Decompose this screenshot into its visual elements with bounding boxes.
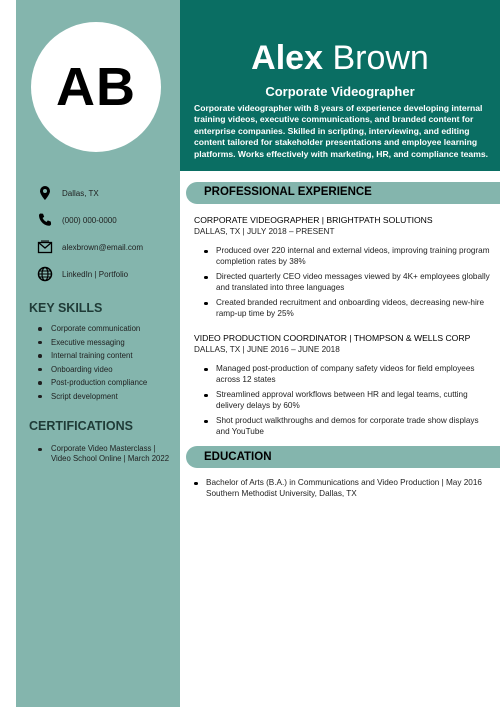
education-heading: EDUCATION bbox=[204, 451, 272, 463]
job-bullet: Streamlined approval workflows between HR and legal teams, cutting delivery delays by 60% bbox=[204, 390, 494, 411]
phone-icon bbox=[36, 211, 54, 229]
job-bullets-1 bbox=[204, 246, 494, 325]
location-text: Dallas, TX bbox=[62, 188, 99, 198]
degree: Bachelor of Arts (B.A.) in Communications and Video Production | May 2016 bbox=[194, 478, 494, 489]
contact-location bbox=[36, 184, 176, 202]
experience-heading: PROFESSIONAL EXPERIENCE bbox=[204, 186, 372, 198]
skill-item: Executive messaging bbox=[38, 336, 174, 350]
job-title: Corporate Videographer bbox=[265, 84, 415, 99]
contact-phone bbox=[36, 211, 176, 229]
links-text[interactable]: LinkedIn | Portfolio bbox=[62, 269, 129, 279]
job-bullet: Created branded recruitment and onboarding videos, decreasing new-hire ramp-up time by 25% bbox=[204, 298, 494, 319]
candidate-name bbox=[180, 38, 500, 78]
job-meta-1: DALLAS, TX | JULY 2018 – PRESENT bbox=[194, 227, 335, 236]
job-bullet: Directed quarterly CEO video messages viewed by 4K+ employees globally and translated into three languages bbox=[204, 272, 494, 293]
globe-icon bbox=[36, 265, 54, 283]
key-skills-list bbox=[38, 322, 174, 404]
job-bullets-2 bbox=[204, 364, 494, 443]
school: Southern Methodist University, Dallas, TX bbox=[206, 488, 357, 498]
location-pin-icon bbox=[36, 184, 54, 202]
contact-email[interactable] bbox=[36, 238, 176, 256]
education-entry bbox=[194, 478, 494, 499]
key-skills-heading: KEY SKILLS bbox=[29, 301, 103, 315]
certification-item: Corporate Video Masterclass | Video School Online | March 2022 bbox=[38, 444, 174, 464]
envelope-icon bbox=[36, 238, 54, 256]
phone-text: (000) 000-0000 bbox=[62, 215, 117, 225]
job-bullet: Produced over 220 internal and external videos, improving training program completion rates by 38% bbox=[204, 246, 494, 267]
last-name: Brown bbox=[332, 39, 429, 77]
email-text[interactable]: alexbrown@email.com bbox=[62, 242, 144, 252]
job-meta-2: DALLAS, TX | JUNE 2016 – JUNE 2018 bbox=[194, 345, 340, 354]
job-bullet: Managed post-production of company safety videos for field employees across 12 states bbox=[204, 364, 494, 385]
certifications-heading: CERTIFICATIONS bbox=[29, 419, 133, 433]
skill-item: Script development bbox=[38, 390, 174, 404]
skill-item: Post-production compliance bbox=[38, 376, 174, 390]
first-name: Alex bbox=[251, 39, 323, 77]
summary: Corporate videographer with 8 years of experience developing internal training videos, executive communications, and branded content for enterprise companies. Skilled in scripting, interviewing, and editing content tailored for stakeholder presentations and employee learning platforms. Works effectively with marketing, HR, and compliance teams. bbox=[194, 103, 489, 159]
skill-item: Onboarding video bbox=[38, 363, 174, 377]
certifications-list bbox=[38, 444, 174, 464]
skill-item: Corporate communication bbox=[38, 322, 174, 336]
job-title-1: CORPORATE VIDEOGRAPHER | BRIGHTPATH SOLUTIONS bbox=[194, 215, 433, 225]
monogram-avatar: AB bbox=[31, 22, 161, 152]
job-bullet: Shot product walkthroughs and demos for corporate trade show displays and YouTube bbox=[204, 416, 494, 437]
job-title-2: VIDEO PRODUCTION COORDINATOR | THOMPSON & WELLS CORP bbox=[194, 333, 471, 343]
skill-item: Internal training content bbox=[38, 349, 174, 363]
contact-links[interactable] bbox=[36, 265, 176, 283]
